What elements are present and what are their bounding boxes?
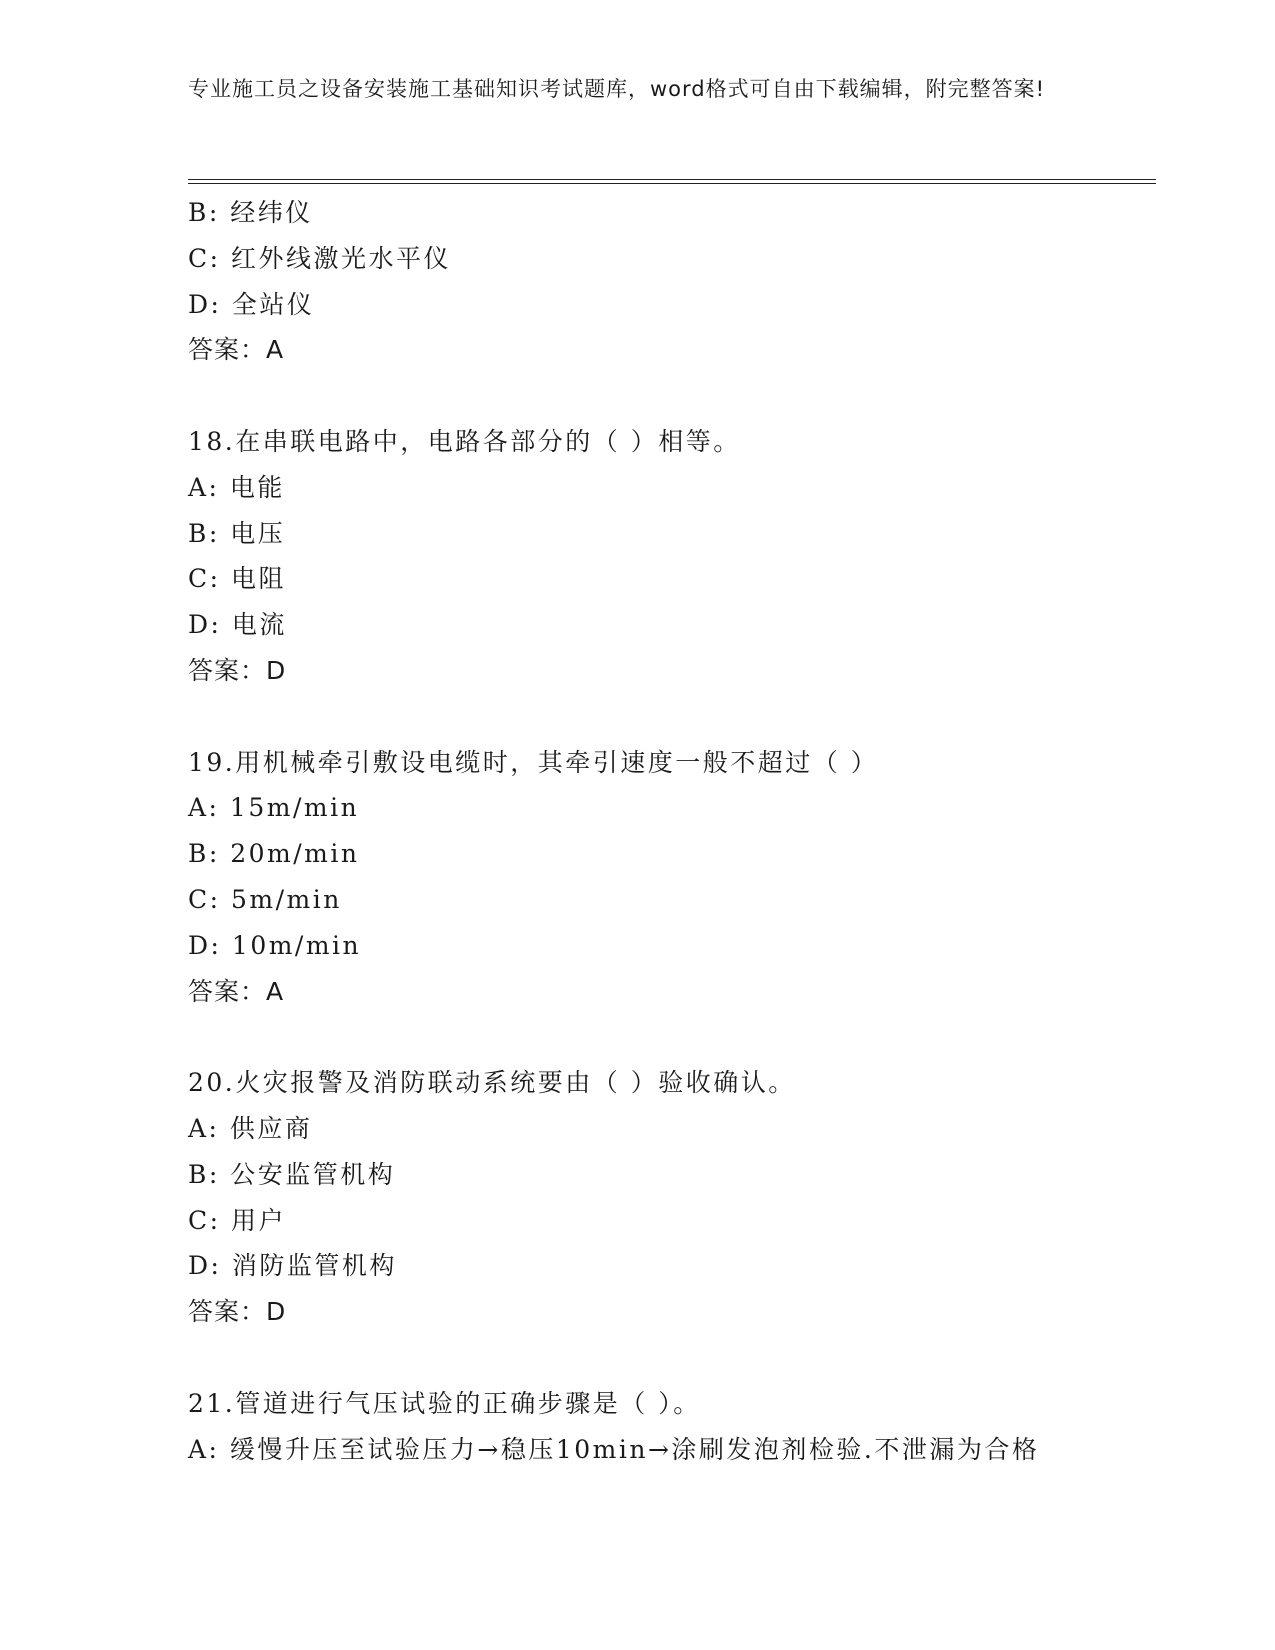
- header-title: 专业施工员之设备安装施工基础知识考试题库，word格式可自由下载编辑，附完整答案!: [188, 77, 1046, 101]
- answer-line: 答案：A: [188, 976, 285, 1006]
- spacer: [188, 694, 1148, 740]
- spacer: [188, 373, 1148, 419]
- option-a: A: 缓慢升压至试验压力→稳压10min→涂刷发泡剂检验.不泄漏为合格: [188, 1434, 1040, 1464]
- header-divider-top: [188, 179, 1156, 180]
- answer-line: 答案：D: [188, 655, 287, 685]
- answer-line: 答案：D: [188, 1297, 287, 1327]
- header-divider-bottom: [188, 183, 1156, 184]
- option-a: A: 供应商: [188, 1113, 313, 1143]
- question-text: 19.用机械牵引敷设电缆时，其牵引速度一般不超过（ ）: [188, 747, 879, 777]
- option-b: B: 20m/min: [188, 839, 360, 869]
- option-c: C: 5m/min: [188, 884, 342, 914]
- spacer: [188, 1335, 1148, 1381]
- option-c: C: 用户: [188, 1205, 286, 1235]
- question-content: [188, 190, 1148, 1472]
- option-b: B: 公安监管机构: [188, 1159, 396, 1189]
- question-21: [188, 1381, 1148, 1473]
- option-a: A: 15m/min: [188, 793, 360, 823]
- option-a: A: 电能: [188, 472, 285, 502]
- option-b: B: 电压: [188, 518, 286, 548]
- option-d: D: 10m/min: [188, 930, 362, 960]
- question-text: 21.管道进行气压试验的正确步骤是（ ）。: [188, 1388, 701, 1418]
- option-d: D: 全站仪: [188, 289, 315, 319]
- option-c: C: 红外线激光水平仪: [188, 243, 451, 273]
- option-c: C: 电阻: [188, 564, 286, 594]
- question-17-continued: [188, 190, 1148, 373]
- question-19: [188, 740, 1148, 1015]
- option-b: B: 经纬仪: [188, 198, 313, 227]
- answer-line: 答案：A: [188, 335, 285, 365]
- page-header: [188, 74, 1068, 105]
- question-text: 20.火灾报警及消防联动系统要由（ ）验收确认。: [188, 1068, 796, 1098]
- option-d: D: 消防监管机构: [188, 1251, 397, 1281]
- question-20: [188, 1060, 1148, 1335]
- question-text: 18.在串联电路中，电路各部分的（ ）相等。: [188, 426, 741, 456]
- spacer: [188, 1014, 1148, 1060]
- option-d: D: 电流: [188, 610, 287, 640]
- question-18: [188, 419, 1148, 694]
